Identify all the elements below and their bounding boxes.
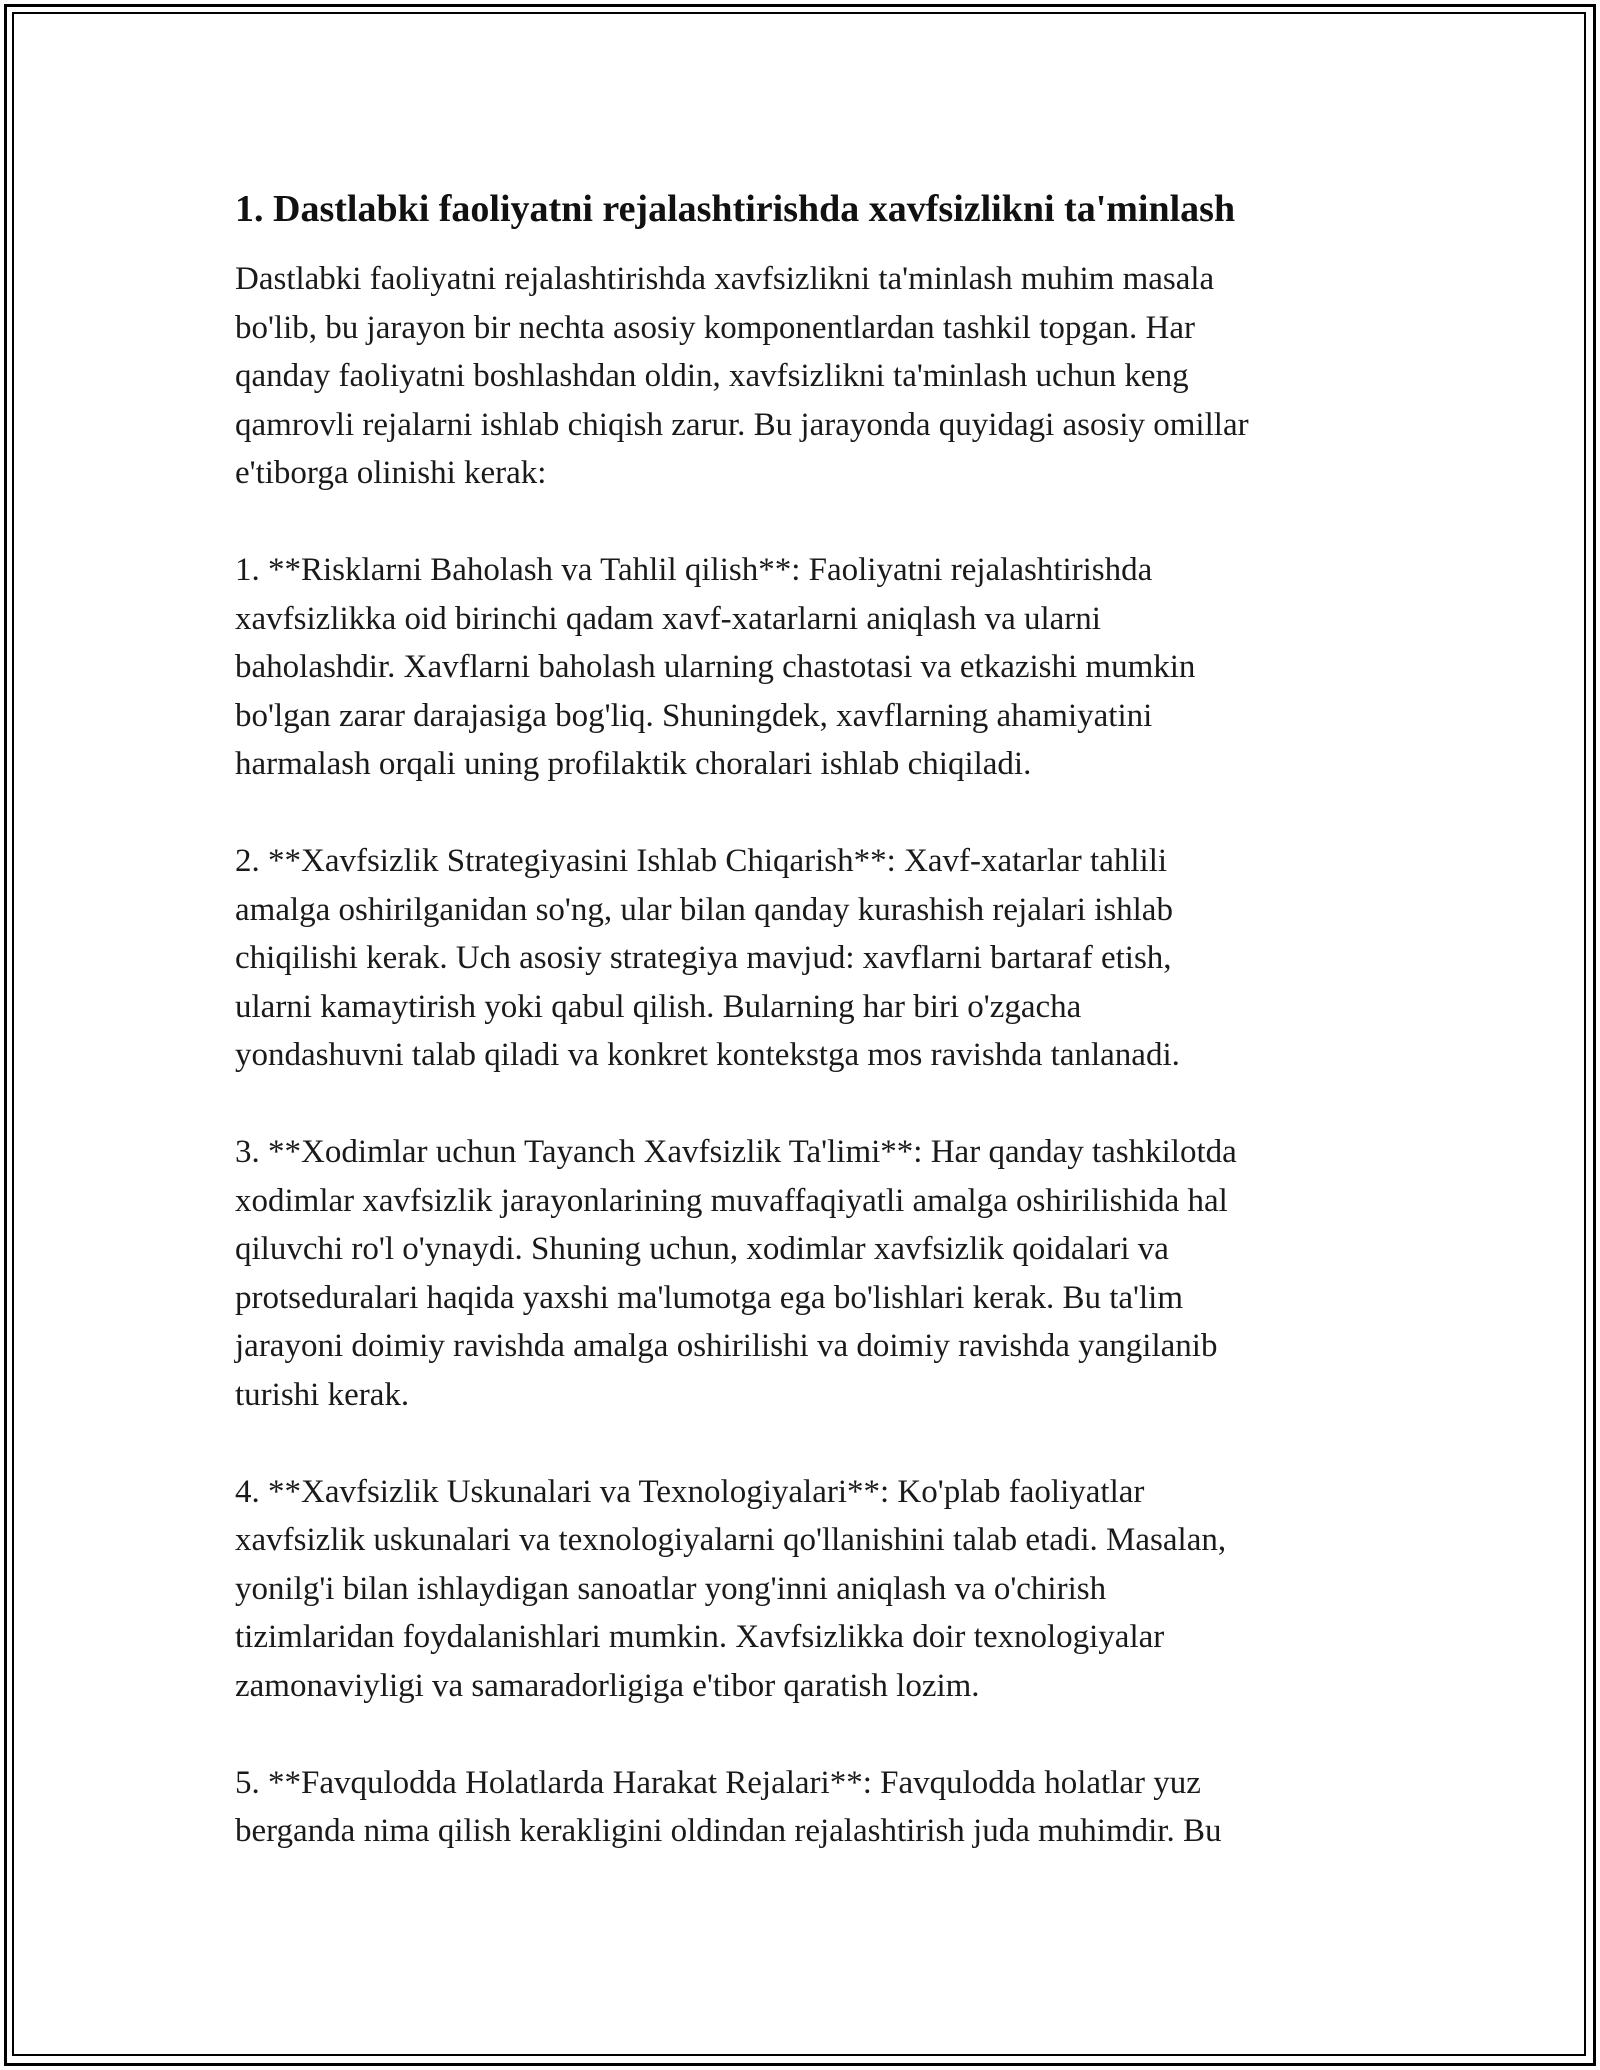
text-line: jarayoni doimiy ravishda amalga oshirilishi va doimiy ravishda yangilanib [235,1328,1218,1364]
text-line: 3. **Xodimlar uchun Tayanch Xavfsizlik Ta'limi**: Har qanday tashkilotda [235,1134,1237,1170]
text-line: baholashdir. Xavflarni baholash ularning chastotasi va etkazishi mumkin [235,649,1196,685]
text-line: yondashuvni talab qiladi va konkret kontekstga mos ravishda tanlanadi. [235,1037,1180,1073]
text-line: harmalash orqali uning profilaktik choralari ishlab chiqiladi. [235,746,1032,782]
text-line: xavfsizlik uskunalari va texnologiyalarni qo'llanishini talab etadi. Masalan, [235,1522,1227,1558]
text-line: 5. **Favqulodda Holatlarda Harakat Rejalari**: Favqulodda holatlar yuz [235,1764,1201,1801]
section-heading: 1. Dastlabki faoliyatni rejalashtirishda xavfsizlikni ta'minlash [235,188,1236,230]
text-line: protseduralari haqida yaxshi ma'lumotga ega bo'lishlari kerak. Bu ta'lim [235,1279,1183,1316]
text-line: qiluvchi ro'l o'ynaydi. Shuning uchun, xodimlar xavfsizlik qoidalari va [235,1231,1169,1267]
text-line: berganda nima qilish kerakligini oldindan rejalashtirish juda muhimdir. Bu [235,1813,1222,1849]
text-line: tizimlaridan foydalanishlari mumkin. Xavfsizlikka doir texnologiyalar [235,1619,1165,1655]
text-line: e'tiborga olinishi kerak: [235,455,547,491]
text-line: qamrovli rejalarni ishlab chiqish zarur. Bu jarayonda quyidagi asosiy omillar [235,406,1249,443]
text-line: bo'lib, bu jarayon bir nechta asosiy komponentlardan tashkil topgan. Har [235,309,1195,346]
text-line: yonilg'i bilan ishlaydigan sanoatlar yong'inni aniqlash va o'chirish [235,1570,1107,1607]
text-line: xodimlar xavfsizlik jarayonlarining muvaffaqiyatli amalga oshirilishida hal [235,1182,1228,1219]
text-line: Dastlabki faoliyatni rejalashtirishda xavfsizlikni ta'minlash muhim masala [235,261,1215,297]
list-item-paragraph-5 [235,1759,1375,1856]
intro-paragraph [235,255,1375,498]
text-line: bo'lgan zarar darajasiga bog'liq. Shuningdek, xavflarning ahamiyatini [235,697,1153,734]
text-line: ularni kamaytirish yoki qabul qilish. Bularning har biri o'zgacha [235,988,1082,1025]
text-line: 2. **Xavfsizlik Strategiyasini Ishlab Chiqarish**: Xavf-xatarlar tahlili [235,843,1168,879]
text-line: 4. **Xavfsizlik Uskunalari va Texnologiyalari**: Ko'plab faoliyatlar [235,1473,1145,1510]
list-item-paragraph-4 [235,1468,1375,1711]
text-line: zamonaviyligi va samaradorligiga e'tibor qaratish lozim. [235,1667,980,1704]
text-line: qanday faoliyatni boshlashdan oldin, xavfsizlikni ta'minlash uchun keng [235,358,1189,394]
text-line: xavfsizlikka oid birinchi qadam xavf-xatarlarni aniqlash va ularni [235,600,1101,637]
list-item-paragraph-1 [235,546,1375,789]
text-line: 1. **Risklarni Baholash va Tahlil qilish**: Faoliyatni rejalashtirishda [235,552,1153,588]
text-line: chiqilishi kerak. Uch asosiy strategiya mavjud: xavflarni bartaraf etish, [235,940,1172,976]
text-line: amalga oshirilganidan so'ng, ular bilan qanday kurashish rejalari ishlab [235,891,1173,928]
document-body [235,185,1375,1904]
list-item-paragraph-2 [235,837,1375,1080]
text-line: turishi kerak. [235,1376,410,1413]
list-item-paragraph-3 [235,1128,1375,1419]
